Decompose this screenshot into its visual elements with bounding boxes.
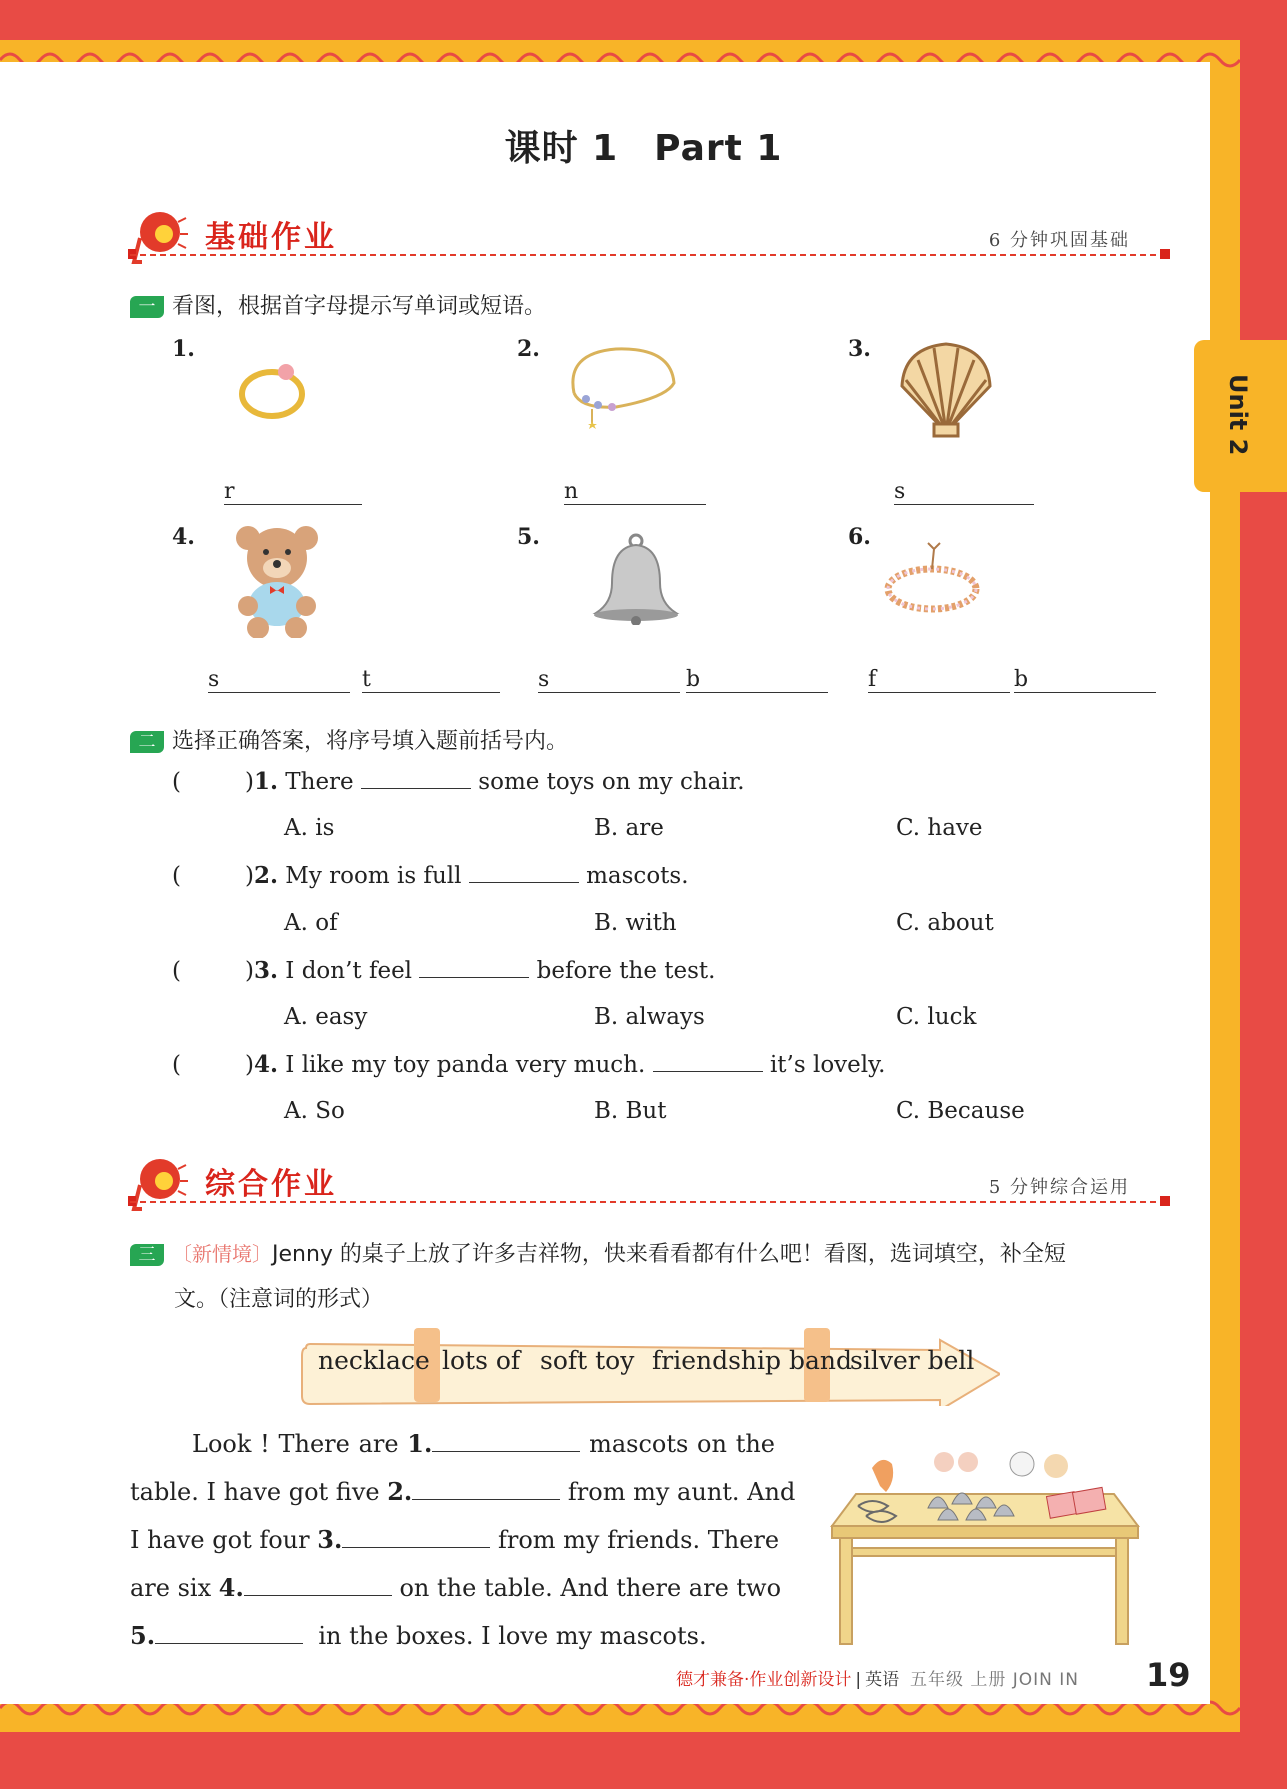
cloze-blank[interactable] [244, 1575, 392, 1596]
footer-separator: | [855, 1670, 862, 1690]
passage-line: 5. in the boxes. I love my mascots. [130, 1621, 707, 1650]
question-number: 4. [253, 1051, 278, 1078]
answer-gap [469, 862, 579, 883]
option-c: C. about [896, 910, 994, 936]
answer-blank[interactable] [538, 668, 680, 693]
passage-line: I have got four 3. from my friends. There [130, 1525, 780, 1554]
q2-instruction: 选择正确答案，将序号填入题前括号内。 [172, 729, 569, 754]
option-a: A. is [284, 815, 335, 841]
hint-letter: t [362, 667, 371, 692]
passage-line: Look ! There are 1. mascots on the [192, 1429, 775, 1458]
section-basic-header [130, 208, 1170, 268]
hint-letter: r [224, 479, 235, 504]
q2-badge: 二 [130, 731, 164, 753]
option-c: C. luck [896, 1004, 977, 1030]
answer-blank[interactable] [564, 480, 706, 505]
q3-heading [130, 1237, 1180, 1268]
q2-heading [130, 724, 568, 755]
hint-letter: n [564, 479, 579, 504]
q1-item-number: 5. [517, 524, 540, 550]
footer [676, 1665, 1079, 1690]
question-number: 3. [253, 957, 278, 984]
cloze-blank[interactable] [342, 1527, 490, 1548]
mc-question-1 [172, 768, 745, 795]
mc-question-4 [172, 1051, 885, 1078]
cloze-blank[interactable] [432, 1431, 580, 1452]
mascot-table-illustration [826, 1424, 1142, 1646]
question-text: My room is full [285, 863, 462, 889]
word-choice: necklace [318, 1346, 430, 1375]
answer-blank[interactable] [224, 480, 362, 505]
answer-paren-open[interactable]: ( [172, 769, 181, 795]
answer-paren-open[interactable]: ( [172, 863, 181, 889]
q1-badge: 一 [130, 296, 164, 318]
page-title [0, 120, 1287, 171]
answer-gap [419, 957, 529, 978]
answer-paren-close: ) [244, 1052, 254, 1078]
part-label: Part 1 [654, 128, 783, 169]
option-b: B. with [594, 910, 677, 936]
section-title: 综合作业 [205, 1167, 337, 1202]
q3-instruction-cont: 文。（注意词的形式） [174, 1287, 384, 1312]
answer-paren-close: ) [244, 958, 254, 984]
option-c: C. have [896, 815, 983, 841]
section-time: 6 分钟巩固基础 [988, 230, 1130, 251]
q1-instruction: 看图，根据首字母提示写单词或短语。 [172, 294, 547, 319]
answer-blank[interactable] [868, 668, 1010, 693]
bell-icon [588, 533, 684, 625]
mc-question-2 [172, 862, 689, 889]
option-b: B. But [594, 1098, 667, 1124]
question-number: 1. [253, 768, 278, 795]
option-b: B. are [594, 815, 664, 841]
question-text: I don’t feel [285, 958, 413, 984]
option-a: A. So [284, 1098, 345, 1124]
q3-instruction: Jenny 的桌子上放了许多吉祥物，快来看看都有什么吧！看图，选词填空，补全短 [272, 1242, 1066, 1267]
bracelet-icon [882, 541, 986, 616]
answer-blank[interactable] [362, 668, 500, 693]
line-end-marker [1160, 249, 1170, 259]
question-number: 2. [253, 862, 278, 889]
option-a: A. easy [284, 1004, 368, 1030]
answer-blank[interactable] [686, 668, 828, 693]
question-text: There [285, 769, 354, 795]
section-title: 基础作业 [205, 220, 337, 255]
q1-item-number: 4. [172, 524, 195, 550]
cloze-blank[interactable] [155, 1623, 303, 1644]
necklace-icon [556, 343, 681, 438]
hint-letter: b [686, 667, 701, 692]
section-divider [130, 254, 1166, 256]
answer-gap [361, 768, 471, 789]
option-b: B. always [594, 1004, 705, 1030]
cloze-passage [130, 1420, 796, 1660]
word-choice: soft toy [540, 1346, 635, 1375]
answer-gap [653, 1051, 763, 1072]
word-choice: friendship band [652, 1346, 852, 1375]
q1-item-number: 3. [848, 336, 871, 362]
question-text: mascots. [586, 863, 689, 889]
new-context-tag: 〔新情境〕 [172, 1242, 272, 1266]
footer-subject: 英语 [865, 1670, 900, 1690]
hint-letter: s [208, 667, 220, 692]
hint-letter: f [868, 667, 877, 692]
teddy-bear-icon [228, 520, 326, 638]
answer-paren-close: ) [244, 863, 254, 889]
answer-blank[interactable] [208, 668, 350, 693]
q1-item-number: 2. [517, 336, 540, 362]
footer-grade: 五年级 上册 JOIN IN [909, 1670, 1080, 1690]
passage-line: are six 4. on the table. And there are two [130, 1573, 782, 1602]
word-choice: lots of [442, 1346, 521, 1375]
q1-item-number: 6. [848, 524, 871, 550]
answer-paren-open[interactable]: ( [172, 958, 181, 984]
option-c: C. Because [896, 1098, 1025, 1124]
section-divider [130, 1201, 1166, 1203]
section-time: 5 分钟综合运用 [988, 1177, 1130, 1198]
passage-line: table. I have got five 2. from my aunt. And [130, 1477, 796, 1506]
line-end-marker [1160, 1196, 1170, 1206]
question-text: I like my toy panda very much. [285, 1052, 646, 1078]
answer-blank[interactable] [894, 480, 1034, 505]
question-text: before the test. [536, 958, 716, 984]
ring-icon [236, 356, 310, 420]
word-choice: silver bell [850, 1346, 975, 1375]
unit-tab [1194, 340, 1287, 492]
footer-brand: 德才兼备·作业创新设计 [676, 1670, 852, 1690]
option-a: A. of [284, 910, 338, 936]
cloze-blank[interactable] [412, 1479, 560, 1500]
answer-blank[interactable] [1014, 668, 1156, 693]
q1-item-number: 1. [172, 336, 195, 362]
answer-paren-open[interactable]: ( [172, 1052, 181, 1078]
question-text: some toys on my chair. [478, 769, 745, 795]
shell-icon [892, 340, 1000, 440]
q3-badge: 三 [130, 1244, 164, 1266]
q1-heading [130, 289, 546, 320]
hint-letter: s [894, 479, 906, 504]
page-number: 19 [1146, 1656, 1191, 1694]
mc-question-3 [172, 957, 715, 984]
hint-letter: b [1014, 667, 1029, 692]
hint-letter: s [538, 667, 550, 692]
question-text: it’s lovely. [769, 1052, 886, 1078]
section-comprehensive-header [130, 1155, 1170, 1215]
unit-tab-label: Unit 2 [1224, 374, 1252, 456]
lesson-label: 课时 1 [504, 128, 619, 169]
answer-paren-close: ) [244, 769, 254, 795]
